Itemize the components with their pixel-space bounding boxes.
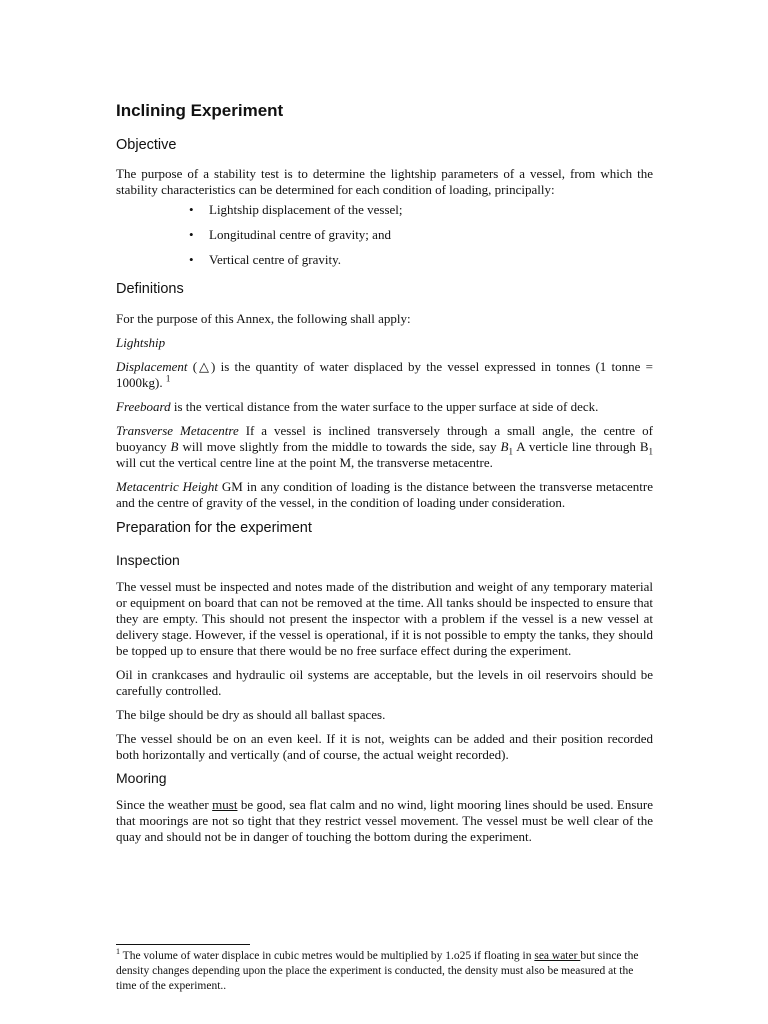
transverse-metacentre-definition: Transverse Metacentre If a vessel is inclined transversely through a small angle, the centre of buoyancy B will move slightly from the middle to towards the side, say $B_1$ A verticle line through $B_1$ will cut the vertical centre line at the point M, the transverse metacentre.: [116, 423, 653, 470]
lightship-term: Lightship: [116, 335, 166, 350]
inspection-paragraph-1: The vessel must be inspected and notes made of the distribution and weight of any temporary material or equipment on board that can not be removed at the time. All tanks should be inspected to ensure that they are empty. This should not present the inspector with a problem if the vessel is a new vessel at delivery stage. However, if the vessel is operational, if it is not possible to empty the tanks, they should be topped up to ensure that there would be no free surface effect during the experiment.: [116, 579, 653, 658]
inspection-paragraph-4: The vessel should be on an even keel. If it is not, weights can be added and their position recorded both horizontally and vertically (and of course, the actual weight recorded).: [116, 731, 653, 762]
footnote-area: [116, 944, 643, 994]
bullet-icon: •: [189, 202, 194, 217]
objective-intro: The purpose of a stability test is to determine the lightship parameters of a vessel, from which the stability characteristics can be determined for each condition of loading, principally:: [116, 166, 653, 197]
objective-heading: Objective: [116, 137, 177, 153]
list-item: • Vertical centre of gravity.: [189, 252, 341, 267]
footnote-1: $^1$ The volume of water displace in cubic metres would be multiplied by 1.o25 if floating in sea water but since the density changes depending upon the place the experiment is conducted, the density must also be measured at the time of the experiment..: [116, 947, 639, 992]
displacement-definition: Displacement (△) is the quantity of water displaced by the vessel expressed in tonnes (1 tonne = 1000kg). $^1$: [116, 359, 654, 390]
preparation-heading: Preparation for the experiment: [116, 520, 312, 536]
inspection-paragraph-2: Oil in crankcases and hydraulic oil systems are acceptable, but the levels in oil reservoirs should be carefully controlled.: [116, 667, 653, 698]
footnote-separator: [116, 944, 250, 945]
document-title: Inclining Experiment: [116, 101, 284, 120]
document-body: [116, 100, 653, 853]
list-item: • Lightship displacement of the vessel;: [189, 202, 403, 217]
bullet-icon: •: [189, 252, 194, 267]
definitions-intro: For the purpose of this Annex, the following shall apply:: [116, 311, 411, 326]
inspection-heading: Inspection: [116, 552, 180, 568]
freeboard-definition: Freeboard is the vertical distance from the water surface to the upper surface at side of deck.: [116, 399, 599, 414]
footnote-ref: 1: [165, 373, 171, 384]
list-item: • Longitudinal centre of gravity; and: [189, 227, 391, 242]
definitions-heading: Definitions: [116, 281, 184, 297]
delta-symbol: (△): [192, 359, 216, 374]
mooring-paragraph: Since the weather must be good, sea flat calm and no wind, light mooring lines should be used. Ensure that moorings are not so tight that they restrict vessel movement. The vessel must be well clear of the quay and should not be in danger of touching the bottom during the experiment.: [116, 797, 653, 844]
inspection-paragraph-3: The bilge should be dry as should all ballast spaces.: [116, 707, 386, 722]
objective-list: [116, 202, 653, 268]
bullet-icon: •: [189, 227, 194, 242]
metacentric-height-definition: Metacentric Height GM in any condition of loading is the distance between the transverse metacentre and the centre of gravity of the vessel, in the condition of loading under consideration.: [116, 479, 653, 510]
mooring-heading: Mooring: [116, 770, 167, 786]
